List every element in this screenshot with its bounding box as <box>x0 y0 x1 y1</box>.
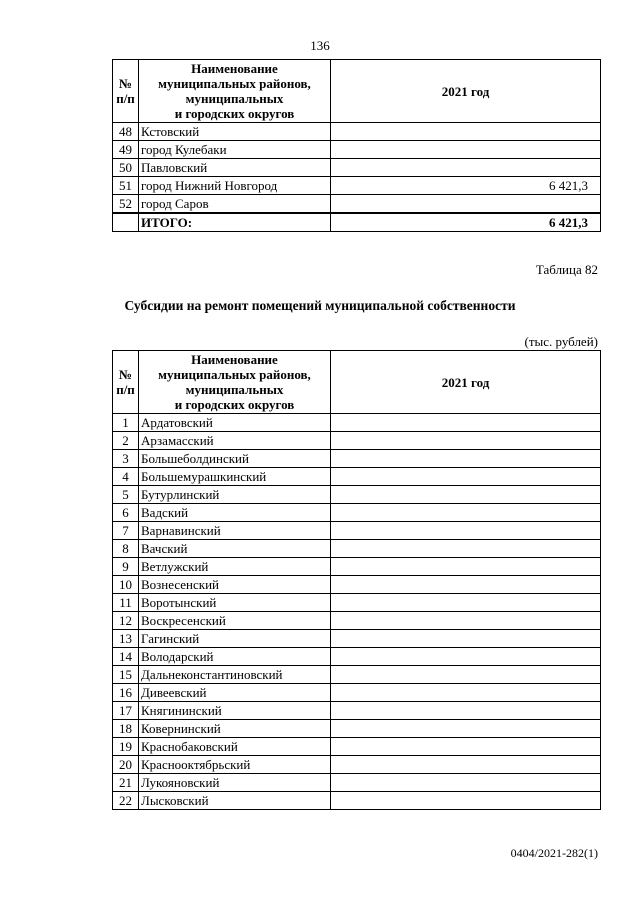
table-row <box>113 756 601 774</box>
row-value <box>331 738 601 756</box>
table-row <box>113 414 601 432</box>
row-value <box>331 195 601 214</box>
row-value <box>331 504 601 522</box>
table-row <box>113 450 601 468</box>
row-number: 11 <box>113 594 139 612</box>
row-number: 14 <box>113 648 139 666</box>
table-row <box>113 774 601 792</box>
table-row <box>113 702 601 720</box>
row-value <box>331 468 601 486</box>
row-value <box>331 159 601 177</box>
total-num <box>113 213 139 232</box>
row-value <box>331 774 601 792</box>
row-number: 13 <box>113 630 139 648</box>
table-header-row <box>113 351 601 414</box>
row-name: Гагинский <box>139 630 331 648</box>
row-number: 52 <box>113 195 139 214</box>
header-value: 2021 год <box>331 60 601 123</box>
table-header-row <box>113 60 601 123</box>
row-number: 8 <box>113 540 139 558</box>
row-name: Павловский <box>139 159 331 177</box>
row-name: Арзамасский <box>139 432 331 450</box>
table-row <box>113 558 601 576</box>
row-name: город Нижний Новгород <box>139 177 331 195</box>
row-name: Воскресенский <box>139 612 331 630</box>
table-row <box>113 159 601 177</box>
row-name: Лукояновский <box>139 774 331 792</box>
table-units: (тыс. рублей) <box>524 334 598 349</box>
table-title: Субсидии на ремонт помещений муниципальной собственности <box>124 298 516 313</box>
row-number: 16 <box>113 684 139 702</box>
row-name: Бутурлинский <box>139 486 331 504</box>
table-row <box>113 576 601 594</box>
row-value <box>331 540 601 558</box>
row-value <box>331 432 601 450</box>
row-number: 17 <box>113 702 139 720</box>
row-name: Краснобаковский <box>139 738 331 756</box>
row-number: 12 <box>113 612 139 630</box>
row-number: 9 <box>113 558 139 576</box>
subsidy-table <box>112 350 601 810</box>
row-number: 3 <box>113 450 139 468</box>
row-value <box>331 756 601 774</box>
row-name: Кстовский <box>139 123 331 141</box>
table-row <box>113 684 601 702</box>
row-value <box>331 612 601 630</box>
table-row <box>113 141 601 159</box>
table-row <box>113 792 601 810</box>
table-row <box>113 522 601 540</box>
total-row <box>113 213 601 232</box>
row-value <box>331 594 601 612</box>
header-num: № п/п <box>113 60 139 123</box>
row-value <box>331 702 601 720</box>
table-row <box>113 540 601 558</box>
row-value <box>331 648 601 666</box>
table-row <box>113 432 601 450</box>
row-name: Краснооктябрьский <box>139 756 331 774</box>
row-number: 2 <box>113 432 139 450</box>
row-name: Ардатовский <box>139 414 331 432</box>
table-row <box>113 486 601 504</box>
row-name: Дальнеконстантиновский <box>139 666 331 684</box>
table-row <box>113 468 601 486</box>
row-number: 48 <box>113 123 139 141</box>
row-value <box>331 630 601 648</box>
row-number: 15 <box>113 666 139 684</box>
table-row <box>113 612 601 630</box>
row-name: Большеболдинский <box>139 450 331 468</box>
row-name: город Саров <box>139 195 331 214</box>
row-number: 49 <box>113 141 139 159</box>
row-name: Ветлужский <box>139 558 331 576</box>
total-label: ИТОГО: <box>139 213 331 232</box>
table-row <box>113 195 601 214</box>
row-value <box>331 666 601 684</box>
row-name: Вадский <box>139 504 331 522</box>
table-row <box>113 648 601 666</box>
table-row <box>113 177 601 195</box>
row-name: город Кулебаки <box>139 141 331 159</box>
row-number: 5 <box>113 486 139 504</box>
row-value <box>331 141 601 159</box>
document-code: 0404/2021-282(1) <box>510 846 598 860</box>
row-number: 18 <box>113 720 139 738</box>
row-name: Княгининский <box>139 702 331 720</box>
row-number: 51 <box>113 177 139 195</box>
page-number: 136 <box>310 38 330 53</box>
row-value <box>331 123 601 141</box>
header-name: Наименование муниципальных районов, муниципальных и городских округов <box>139 60 331 123</box>
table-number: Таблица 82 <box>535 262 598 277</box>
row-name: Вознесенский <box>139 576 331 594</box>
row-number: 10 <box>113 576 139 594</box>
row-value: 6 421,3 <box>331 177 601 195</box>
table-row <box>113 504 601 522</box>
row-name: Большемурашкинский <box>139 468 331 486</box>
total-value: 6 421,3 <box>331 213 601 232</box>
table-row <box>113 738 601 756</box>
row-number: 1 <box>113 414 139 432</box>
row-value <box>331 522 601 540</box>
table-row <box>113 720 601 738</box>
row-value <box>331 414 601 432</box>
row-name: Дивеевский <box>139 684 331 702</box>
row-number: 19 <box>113 738 139 756</box>
row-value <box>331 558 601 576</box>
row-number: 50 <box>113 159 139 177</box>
row-name: Воротынский <box>139 594 331 612</box>
row-number: 6 <box>113 504 139 522</box>
row-value <box>331 684 601 702</box>
row-value <box>331 792 601 810</box>
row-name: Лысковский <box>139 792 331 810</box>
row-number: 21 <box>113 774 139 792</box>
table-row <box>113 594 601 612</box>
row-number: 22 <box>113 792 139 810</box>
row-name: Вачский <box>139 540 331 558</box>
row-name: Ковернинский <box>139 720 331 738</box>
row-value <box>331 720 601 738</box>
row-number: 20 <box>113 756 139 774</box>
header-value: 2021 год <box>331 351 601 414</box>
table-row <box>113 123 601 141</box>
table-row <box>113 630 601 648</box>
table-continued <box>112 59 601 232</box>
table-row <box>113 666 601 684</box>
row-value <box>331 576 601 594</box>
row-value <box>331 450 601 468</box>
row-value <box>331 486 601 504</box>
row-number: 7 <box>113 522 139 540</box>
header-name: Наименование муниципальных районов, муниципальных и городских округов <box>139 351 331 414</box>
row-number: 4 <box>113 468 139 486</box>
row-name: Володарский <box>139 648 331 666</box>
header-num: № п/п <box>113 351 139 414</box>
row-name: Варнавинский <box>139 522 331 540</box>
